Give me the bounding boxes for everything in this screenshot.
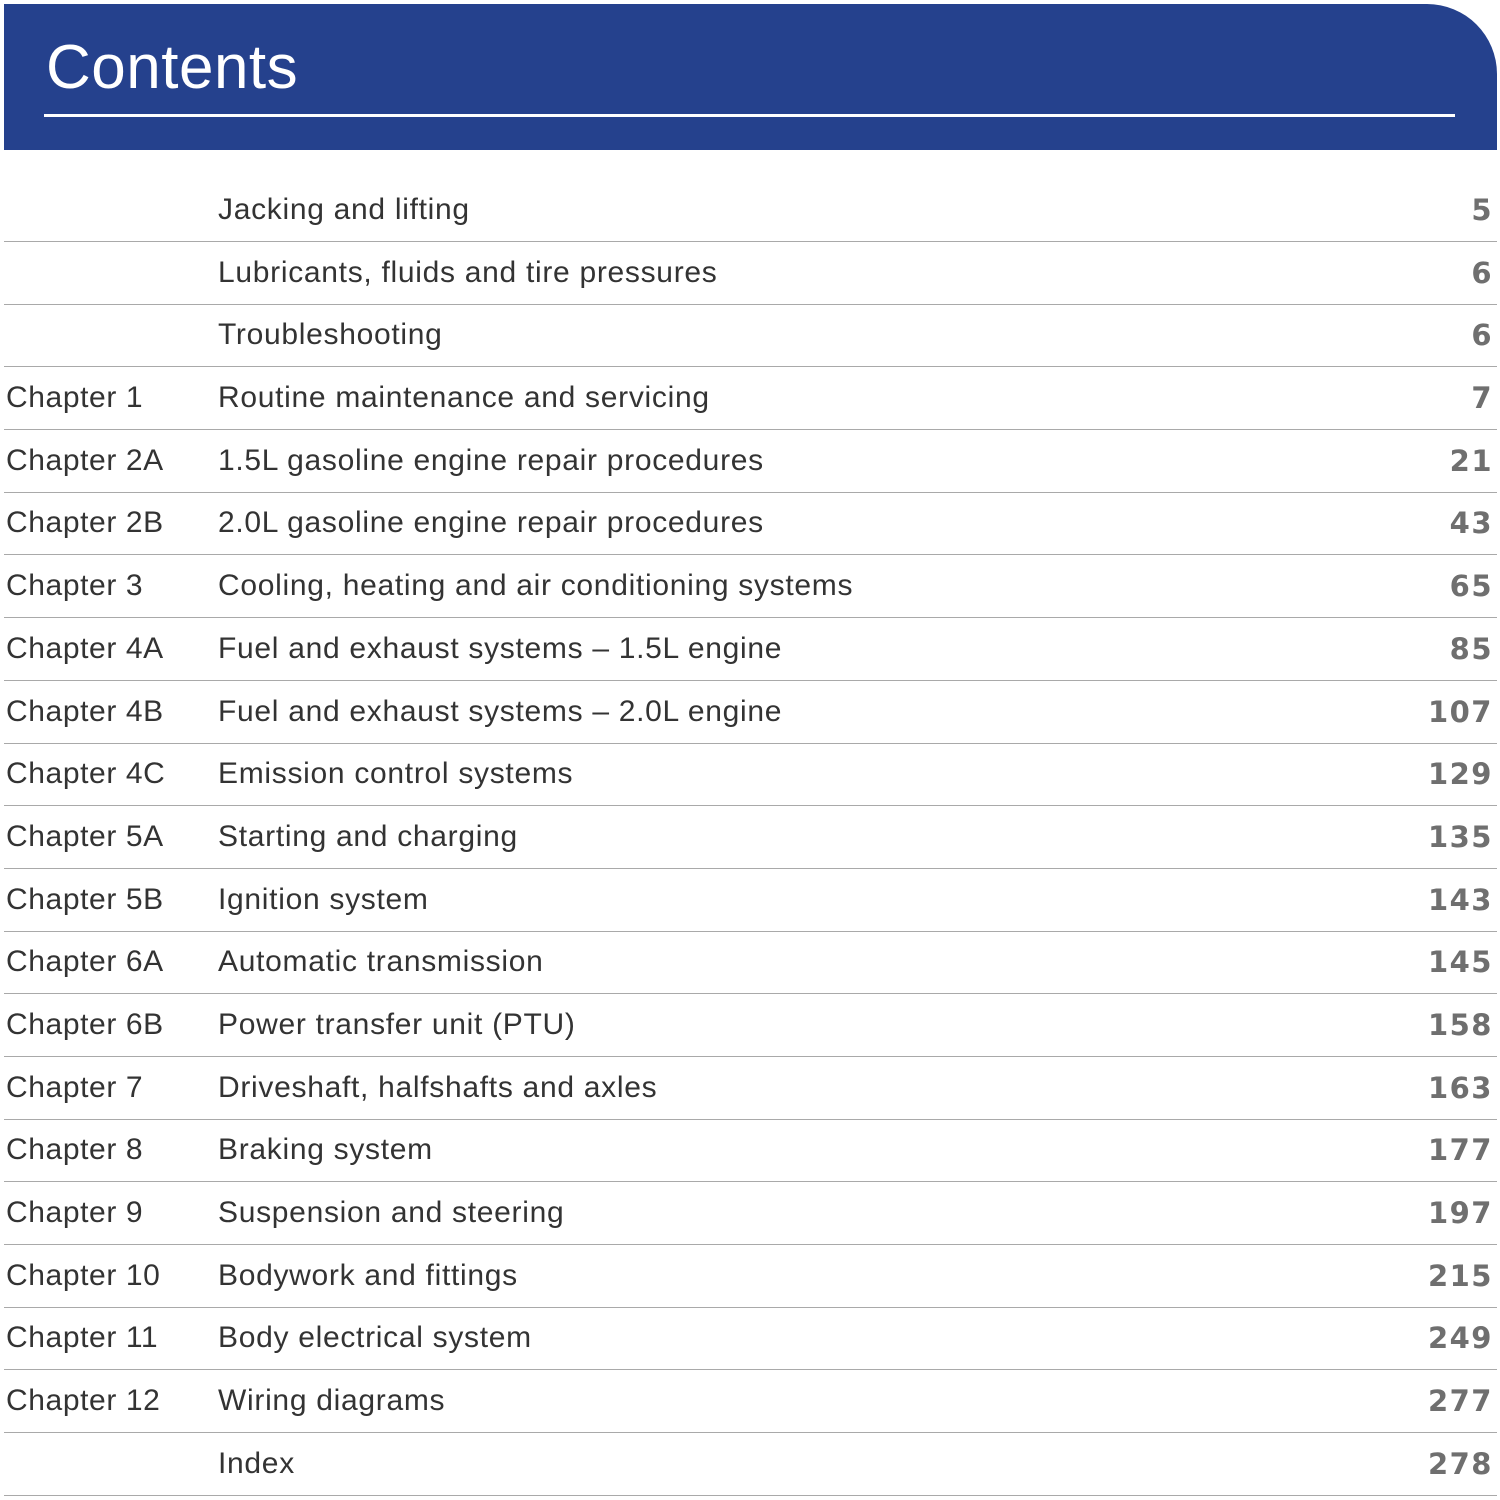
chapter-label: Chapter 9 <box>6 1196 144 1229</box>
page-number: 5 <box>1471 193 1493 227</box>
page-number: 6 <box>1471 255 1493 290</box>
chapter-label: Chapter 7 <box>6 1070 144 1104</box>
toc-row[interactable] <box>4 1370 1497 1433</box>
page-number: 145 <box>1427 945 1493 980</box>
chapter-title: Automatic transmission <box>218 945 544 979</box>
toc-row[interactable] <box>4 430 1497 493</box>
page-number: 278 <box>1427 1446 1493 1481</box>
page-number: 158 <box>1427 1007 1493 1042</box>
toc-row[interactable] <box>4 242 1497 305</box>
page-number: 129 <box>1427 757 1493 792</box>
chapter-label: Chapter 3 <box>6 569 144 603</box>
toc-row[interactable] <box>4 869 1497 932</box>
header-divider <box>44 114 1455 117</box>
page-number: 177 <box>1427 1133 1493 1168</box>
chapter-label: Chapter 10 <box>6 1258 161 1292</box>
chapter-title: 1.5L gasoline engine repair procedures <box>218 443 764 477</box>
toc-row[interactable] <box>4 1120 1497 1183</box>
toc-row[interactable] <box>4 1433 1497 1496</box>
contents-header <box>4 4 1497 150</box>
chapter-label: Chapter 6A <box>6 945 164 979</box>
chapter-title: Cooling, heating and air conditioning systems <box>218 569 854 603</box>
page-number: 215 <box>1427 1258 1493 1293</box>
page-number: 197 <box>1427 1196 1493 1230</box>
chapter-label: Chapter 5A <box>6 819 164 853</box>
chapter-title: Bodywork and fittings <box>218 1258 518 1292</box>
toc-row[interactable] <box>4 932 1497 995</box>
page-number: 43 <box>1449 506 1493 541</box>
chapter-label: Chapter 4A <box>6 631 164 665</box>
chapter-label: Chapter 8 <box>6 1133 144 1167</box>
chapter-label: Chapter 2B <box>6 506 164 540</box>
chapter-title: Jacking and lifting <box>218 193 470 226</box>
toc-row[interactable] <box>4 180 1497 242</box>
chapter-title: Routine maintenance and servicing <box>218 381 710 415</box>
toc-row[interactable] <box>4 994 1497 1057</box>
chapter-title: Fuel and exhaust systems – 2.0L engine <box>218 694 783 728</box>
page-number: 107 <box>1427 694 1493 729</box>
page-title: Contents <box>46 33 299 102</box>
chapter-title: Index <box>218 1446 295 1480</box>
toc-row[interactable] <box>4 1182 1497 1245</box>
page-number: 143 <box>1427 882 1493 917</box>
chapter-label: Chapter 1 <box>6 381 144 415</box>
chapter-label: Chapter 4C <box>6 757 166 791</box>
toc-row[interactable] <box>4 681 1497 744</box>
toc-row[interactable] <box>4 1057 1497 1120</box>
chapter-title: Lubricants, fluids and tire pressures <box>218 255 718 289</box>
toc-row[interactable] <box>4 618 1497 681</box>
page-number: 7 <box>1471 381 1493 416</box>
table-of-contents <box>4 180 1497 1496</box>
chapter-title: Emission control systems <box>218 757 574 791</box>
toc-row[interactable] <box>4 305 1497 368</box>
toc-row[interactable] <box>4 806 1497 869</box>
toc-row[interactable] <box>4 1308 1497 1371</box>
chapter-title: Fuel and exhaust systems – 1.5L engine <box>218 631 783 665</box>
chapter-title: Wiring diagrams <box>218 1384 446 1418</box>
chapter-label: Chapter 6B <box>6 1007 164 1041</box>
page-number: 6 <box>1471 318 1493 353</box>
chapter-label: Chapter 4B <box>6 694 164 728</box>
toc-row[interactable] <box>4 744 1497 807</box>
page-number: 249 <box>1427 1321 1493 1356</box>
chapter-title: Power transfer unit (PTU) <box>218 1007 576 1041</box>
toc-row[interactable] <box>4 555 1497 618</box>
chapter-title: Driveshaft, halfshafts and axles <box>218 1070 658 1104</box>
chapter-title: Body electrical system <box>218 1321 532 1355</box>
toc-row[interactable] <box>4 1245 1497 1308</box>
chapter-title: Braking system <box>218 1133 433 1167</box>
chapter-title: Suspension and steering <box>218 1196 565 1229</box>
toc-row[interactable] <box>4 367 1497 430</box>
page-number: 21 <box>1449 443 1493 478</box>
page-number: 163 <box>1427 1070 1493 1105</box>
chapter-label: Chapter 2A <box>6 443 164 477</box>
chapter-title: Ignition system <box>218 882 429 916</box>
toc-row[interactable] <box>4 493 1497 556</box>
page-number: 85 <box>1449 631 1493 666</box>
chapter-title: Troubleshooting <box>218 318 443 352</box>
page-number: 135 <box>1427 819 1493 854</box>
chapter-title: Starting and charging <box>218 819 518 853</box>
page-number: 65 <box>1449 569 1493 604</box>
chapter-label: Chapter 5B <box>6 882 164 916</box>
chapter-label: Chapter 11 <box>6 1321 159 1355</box>
chapter-title: 2.0L gasoline engine repair procedures <box>218 506 764 540</box>
page-number: 277 <box>1427 1384 1493 1419</box>
chapter-label: Chapter 12 <box>6 1384 161 1418</box>
